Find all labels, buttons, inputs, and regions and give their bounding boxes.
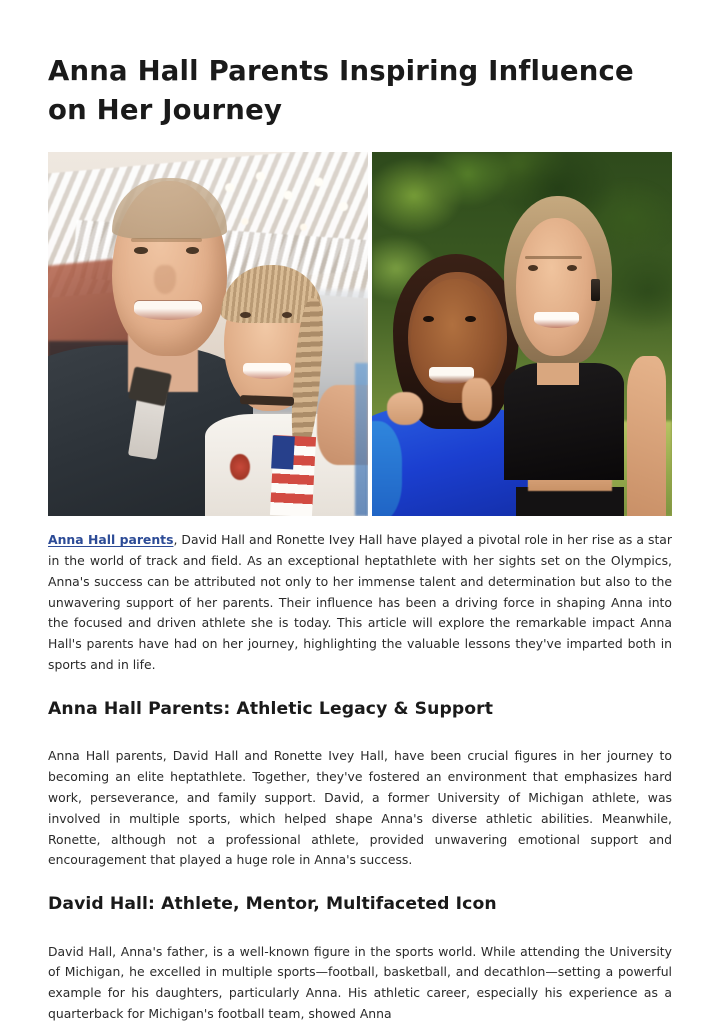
stadium-floodlights bbox=[208, 167, 362, 262]
intro-paragraph bbox=[48, 516, 672, 676]
daughter-right-eye bbox=[567, 265, 577, 271]
daughter-medal bbox=[230, 454, 249, 479]
daughter-earring bbox=[591, 279, 600, 301]
section-heading-athletic-legacy: Anna Hall Parents: Athletic Legacy & Support bbox=[48, 698, 494, 719]
intro-paragraph-text: , David Hall and Ronette Ivey Hall have played a pivotal role in her rise as a star in the world of track and field. As an exceptional heptathlete with her sights set on the Olympics, Anna's success can be attributed not only to her immense talent and determination but also to the unwavering support of her parents. Their influence has been a driving force in shaping Anna into the focused and driven athlete she is today. This article will explore the remarkable impact Anna Hall's parents have had on her journey, highlighting the valuable lessons they've imparted both in sports and in life. bbox=[48, 532, 672, 673]
mother-hand bbox=[387, 392, 423, 425]
photo-anna-hall-with-mother bbox=[372, 152, 672, 516]
daughter-right-arm bbox=[627, 356, 666, 516]
father-eyebrow bbox=[131, 238, 201, 242]
daughter-left-hand-on-shoulder bbox=[462, 378, 492, 422]
usa-flag-canton bbox=[271, 435, 295, 469]
father-nose bbox=[154, 265, 176, 294]
daughter-left-eye bbox=[528, 265, 538, 271]
page-title: Anna Hall Parents Inspiring Influence on Her Journey bbox=[48, 55, 634, 127]
section-paragraph-david-hall: David Hall, Anna's father, is a well-known figure in the sports world. While attending the University of Michigan, he excelled in multiple sports—football, basketball, and decathlon—setting a powerful example for his daughters, particularly Anna. His athletic career, especially his experience as a quarterback for Michigan's football team, showed Anna bbox=[48, 943, 672, 1022]
daughter-eyebrow bbox=[525, 256, 582, 260]
section-heading-david-hall: David Hall: Athlete, Mentor, Multifaceted Icon bbox=[48, 894, 497, 915]
section-paragraph-athletic-legacy: Anna Hall parents, David Hall and Ronette Ivey Hall, have been crucial figures in her journey to becoming an elite heptathlete. Together, they've fostered an environment that emphasizes hard work, perseverance, and family support. David, a former University of Michigan athlete, was involved in multiple sports, which helped shape Anna's diverse athletic abilities. Meanwhile, Ronette, although not a professional athlete, provided unwavering emotional support and encouragement that played a huge role in Anna's success. bbox=[48, 748, 672, 868]
photo-anna-hall-with-father bbox=[48, 152, 368, 516]
anna-hall-parents-link[interactable]: Anna Hall parents bbox=[48, 532, 174, 548]
daughter-choker-necklace bbox=[240, 395, 295, 406]
article-image-band bbox=[48, 152, 672, 516]
background-blue-banner bbox=[355, 363, 368, 516]
daughter-black-pants bbox=[516, 487, 624, 516]
daughter-head bbox=[516, 218, 597, 356]
